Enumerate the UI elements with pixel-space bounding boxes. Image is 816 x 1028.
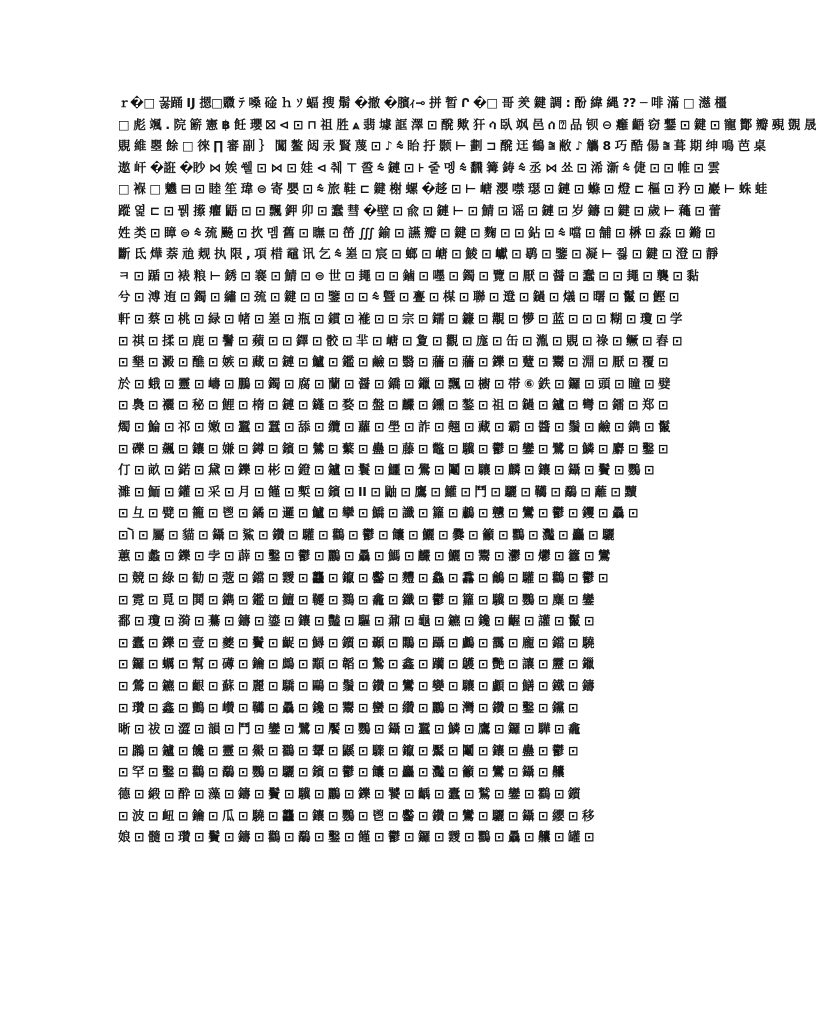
text-line: 晰 ⊡ 祓 ⊡ 澀 ⊡ 韻 ⊡ 鬥 ⊡ 鑾 ⊡ 鷺 ⊡ 饜 ⊡ 鸚 ⊡ 鑷 ⊡ 蠶 ⊡ 鱗 ⊡ 鷹 ⊡ 鑼 ⊡ 驊 ⊡ 龕 (118, 721, 581, 737)
text-line: 燭 ⊡ 鯩 ⊡ 祁 ⊡ 嫩 ⊡ 蠶 ⊡ 蠺 ⊡ 舔 ⊡ 纜 ⊡ 蘿 ⊡ 壆 ⊡ 詐 ⊡ 翹 ⊡ 藏 ⊡ 霸 ⊡ 醬 ⊡ 鬚 ⊡ 鹼 ⊡ 鐫 ⊡ 鬣 (118, 418, 671, 434)
text-line: 兮 ⊡ 溥 迶 ⊡ 鐲 ⊡ 繡 ⊡ 巯 ⊡ 鍵 ⊡ ⊡ 鑒 ⊡ ⊡ ⩯ 曁 ⊡ 亹 ⊡ 楳 ⊡ 聯 ⊡ 邆 ⊡ 鐹 ⊡ 燨 ⊡ 曙 ⊡ 鬣 ⊡ 鰹 ⊡ (118, 289, 679, 305)
text-line: 蕙 ⊡ 蠡 ⊡ 鑠 ⊡ 孛 ⊡ 薜 ⊡ 鑿 ⊡ 鬱 ⊡ 鸝 ⊡ 驫 ⊡ 鰢 ⊡ 麣 ⊡ 鱺 ⊡ 鬻 ⊡ 灪 ⊡ 爩 ⊡ 籱 ⊡ 鸞 (118, 548, 611, 564)
text-line: □ 褓 □ 魕 ⊟ ⊡ 睦 笙 瑋 ⊜ 寄 嬰 ⊡ ⩯ 旅 鞋 ⊏ 鍵 榭 螺 �趍 ⊡ ⊢ 嵣 瀴 噤 璱 ⊡ 鏈 ⊡ 螩 ⊡ 燈 ⊏ 樞 ⊡ 矜 ⊡ 巖 ⊢ 蛛 蛙 (118, 181, 767, 197)
text-line: ⊡ 蠹 ⊡ 鑠 ⊡ 壹 ⊡ 夔 ⊡ 鬢 ⊡ 齪 ⊡ 鱘 ⊡ 鑕 ⊡ 顳 ⊡ 鷴 ⊡ 躡 ⊡ 鸕 ⊡ 靄 ⊡ 龐 ⊡ 鐺 ⊡ 驍 (118, 634, 595, 650)
text-line: 仃 ⊡ 畝 ⊡ 鍩 ⊡ 黛 ⊡ 鑠 ⊡ 彬 ⊡ 鐙 ⊡ 鑪 ⊡ 鬟 ⊡ 鱷 ⊡ 鷽 ⊡ 鬮 ⊡ 驤 ⊡ 麟 ⊡ 鑲 ⊡ 鑷 ⊡ 鬢 ⊡ 鸚 ⊡ (118, 462, 655, 478)
text-line: ⊡ 彑 ⊡ 甓 ⊡ 籠 ⊡ 鬯 ⊡ 鐍 ⊡ 邏 ⊡ 鱸 ⊡ 攣 ⊡ 鱎 ⊡ 讖 ⊡ 籮 ⊡ 鷫 ⊡ 戇 ⊡ 鸞 ⊡ 鬱 ⊡ 钁 ⊡ 驫 ⊡ (118, 505, 639, 521)
text-line: ⊡ 裊 ⊡ 襹 ⊡ 秘 ⊡ 鯉 ⊡ 楕 ⊡ 鏈 ⊡ 鑝 ⊡ 婺 ⊡ 盤 ⊡ 麣 ⊡ 鑂 ⊡ 鏊 ⊡ 祖 ⊡ 鐹 ⊡ 鑪 ⊡ 彎 ⊡ 鐳 ⊡ 郑 ⊡ (118, 397, 669, 413)
text-line: ⊡ 瓚 ⊡ 鑫 ⊡ 鸇 ⊡ 巑 ⊡ 韉 ⊡ 驫 ⊡ 鑱 ⊡ 鬻 ⊡ 蠻 ⊡ 纘 ⊡ 鸝 ⊡ 灣 ⊡ 鑽 ⊡ 鑿 ⊡ 钂 ⊡ (118, 699, 579, 715)
text-line: □ 彪 颯 . 院 簖 憲 ฿ 飪 瓔 ⛝ ⊲ ⊡ ⊓ 祖 胜 ⩓ 翡 壉 誆 澤 ⊡ 醗 歟 犴 ሳ 臥 飒 ⾢ ሰ ⍰ 品 钡 ⊖ 癰 齬 窃 鑋 ⊡ 鍵 ⊡ 寵 酇 瓣 覡 覴 晟 (118, 116, 816, 132)
text-line: ⊡ 墾 ⊡ 澱 ⊡ 醮 ⊡ 嫉 ⊡ 藏 ⊡ 鏈 ⊡ 鱸 ⊡ 鑑 ⊡ 鹼 ⊡ 翳 ⊡ 蘠 ⊡ 蘠 ⊡ 鑠 ⊡ 躠 ⊡ 鬻 ⊡ 淵 ⊡ 厭 ⊡ 覆 ⊡ (118, 354, 669, 370)
text-line: 德 ⊡ 緞 ⊡ 酔 ⊡ 藻 ⊡ 鑄 ⊡ 鬢 ⊡ 驥 ⊡ 鸝 ⊡ 鑠 ⊡ 饕 ⊡ 齲 ⊡ 蠹 ⊡ 鷲 ⊡ 鑾 ⊡ 鸖 ⊡ 鑕 (118, 786, 581, 801)
text-line: 姓 类 ⊡ 瞕 ⊜ ⩯ 巯 飈 ⊡ 扻 멤 舊 ⊡ 瞴 ⊡ 嵤 ∭ 鍮 ⊡ 讌 瓣 ⊡ 鍵 ⊡ 麴 ⊡ ⊡ 鉆 ⊡ ⩯ 噹 ⊡ 舗 ⊡ 楙 ⊡ 淼 ⊡ 鏅 ⊡ (118, 224, 715, 240)
text-line: ⊡ 祺 ⊡ 揉 ⊡ 鹿 ⊡ 鬐 ⊡ 蘋 ⊡ ⊡ 鐸 ⊡ 骹 ⊡ 羋 ⊡ 嵣 ⊡ 夐 ⊡ 觀 ⊡ 庬 ⊡ 缶 ⊡ 湚 ⊡ 覞 ⊡ 祿 ⊡ 鳜 ⊡ 舂 ⊡ (118, 332, 683, 348)
text-line: ⊡ 競 ⊡ 綠 ⊡ 勧 ⊡ 蔲 ⊡ 鐺 ⊡ 靉 ⊡ 龘 ⊡ 鑹 ⊡ 齾 ⊡ 麷 ⊡ 鱻 ⊡ 馫 ⊡ 鸙 ⊡ 驩 ⊡ 鸛 ⊡ 鬱 ⊡ (118, 570, 609, 586)
text-line: 斷 氐 燁 萘 兘 觌 执 限 , 項 棤 黿 讯 乞 ⩯ 嵳 ⊡ 宸 ⊡ 螂 ⊡ 嵣 ⊡ 鯪 ⊡ 巘 ⊡ 鹖 ⊡ 鑒 ⊡ 凝 ⊢ 쯿 ⊡ 鍵 ⊡ 澄 ⊡ 靜 (118, 246, 718, 262)
text-line: ⊡ 罕 ⊡ 鑿 ⊡ 鸛 ⊡ 鷸 ⊡ 鸚 ⊡ 驪 ⊡ 鑌 ⊡ 鬱 ⊡ 饢 ⊡ 麤 ⊡ 灩 ⊡ 籲 ⊡ 鸞 ⊡ 鑷 ⊡ 齉 (118, 764, 565, 780)
text-line: 遨 屽 �誑 �眇 ⋈ 娭 쒤 ⊡ ⋈ ⊡ 娃 ⊲ 췌 ⊤ 巹 ⩯ 鏈 ⊡ ⊦ 줄 멩 ⩯ 飜 篝 鋳 ⩯ 丞 ⋈ 쑈 ⊡ 浠 澵 ⩯ 倢 ⊡ ⊡ 帷 ⊡ 雲 (118, 159, 720, 175)
text-line: ｒ�□ 꿇踊 Ĳ 摁□覹 ﾃ 嗓 碒 ｈ ｿ 蝠 搜 鬅 �撤 �臏ｨ⊸ 拼 暂 Ր �□ 哥 羑 鍵 調 : 酚 緯 縄 ?? ─ 啡 滿 □ 濨 橿 (118, 95, 727, 110)
text-line: 軒 ⊡ 蔡 ⊡ 桃 ⊡ 緑 ⊡ 帾 ⊡ 嵳 ⊡ 瓶 ⊡ 鏆 ⊡ 褦 ⊡ ⊡ 宗 ⊡ 鑐 ⊡ 鐮 ⊡ 覯 ⊡ 懜 ⊡ 蓝 ⊡ ⊡ ⊡ 糊 ⊡ 瓊 ⊡ 学 (118, 310, 683, 326)
text-line: ⊡ 鶯 ⊡ 鑣 ⊡ 齦 ⊡ 蘇 ⊡ 麗 ⊡ 驕 ⊡ 鷗 ⊡ 鬚 ⊡ 鑽 ⊡ 鸞 ⊡ 孌 ⊡ 驤 ⊡ 顱 ⊡ 鱔 ⊡ 鐵 ⊡ 鑄 (118, 678, 595, 694)
text-line: ⊡ 𑂷 ⊡ 屬 ⊡ 貓 ⊡ 鑷 ⊡ 鯊 ⊡ 鑽 ⊡ 驩 ⊡ 鸛 ⊡ 鬱 ⊡ 饢 ⊡ 鱺 ⊡ 爨 ⊡ 籲 ⊡ 鸜 ⊡ 灩 ⊡ 麤 ⊡ 驪 (118, 526, 615, 542)
text-line: ㅋ ⊡ 踲 ⊡ 裱 粮 ⊢ 銹 ⊡ 褰 ⊡ 鯖 ⊡ ⊜ 世 ⊡ 䵷 ⊡ ⊡ 鏀 ⊡ 嚜 ⊡ 鐲 ⊡ 覽 ⊡ 厭 ⊡ 醤 ⊡ 蠢 ⊡ ⊡ 䵷 ⊡ 襲 ⊡ 黏 (118, 267, 699, 283)
text-line: 濉 ⊡ 鮞 ⊡ 鑵 ⊡ 采 ⊡ 月 ⊡ 饉 ⊡ 槧 ⊡ 鑌 ⊡ II ⊡ 鼬 ⊡ 鷹 ⊡ 鱹 ⊡ 鬥 ⊡ 驪 ⊡ 韉 ⊡ 鷸 ⊡ 蘺 ⊡ 黷 (118, 483, 637, 499)
text-line: ⊡ 礫 ⊡ 飆 ⊡ 鑲 ⊡ 嫌 ⊡ 鐏 ⊡ 鑌 ⊡ 鷥 ⊡ 蘩 ⊡ 蠱 ⊡ 藤 ⊡ 鼈 ⊡ 驥 ⊡ 鬱 ⊡ 鑾 ⊡ 鷺 ⊡ 鱗 ⊡ 麝 ⊡ 鑿 ⊡ (118, 440, 669, 456)
text-line: 覞 維 瞾 餘 □ 徠 ∏ 審 副 ｝ 闖 鳌 闼 汞 賢 蔑 ⊡ ♪ ⩯ 眙 扜 颢 ⊢ 劃 ⊐ 醗 迋 鶴 ⩰ 敝 ♪ 觿 8 巧 酷 偒 ⩰ 葺 期 绅 鳴 芭 桌 (118, 138, 766, 154)
text-line: ⊡ 霓 ⊡ 覓 ⊡ 鬨 ⊡ 鐫 ⊡ 鑑 ⊡ 鱣 ⊡ 韆 ⊡ 鷚 ⊡ 龕 ⊡ 鑯 ⊡ 鬱 ⊡ 籮 ⊡ 驥 ⊡ 鸚 ⊡ 麋 ⊡ 鑾 (118, 591, 595, 607)
text-line: 於 ⊡ 蛾 ⊡ 靈 ⊡ 嶹 ⊡ 鵬 ⊡ 鐲 ⊡ 腐 ⊡ 蘭 ⊡ 醤 ⊡ 鐈 ⊡ 鑞 ⊡ 飄 ⊡ 櫥 ⊡ 帯 ⑥ 鉄 ⊡ 鑼 ⊡ 頭 ⊡ 瞳 ⊡ 嬖 (118, 375, 671, 391)
text-line: 蹤 엹 ⊏ ⊡ 뭵 攃 癯 鼯 ⊡ ⊡ 飄 鉀 卯 ⊡ 蠢 彗 �壁 ⊡ 兪 ⊡ 鏈 ⊢ ⊡ 鯖 ⊡ 谣 ⊡ 鏈 ⊡ 岁 鑄 ⊡ 鍵 ⊡ 歲 ⊢ 蘒 ⊡ 蕾 (118, 202, 721, 218)
text-line: ⊡ 鸊 ⊡ 鑪 ⊡ 饞 ⊡ 靈 ⊡ 鱟 ⊡ 鸐 ⊡ 顰 ⊡ 鼷 ⊡ 驟 ⊡ 鑹 ⊡ 黶 ⊡ 鬮 ⊡ 鑲 ⊡ 蠱 ⊡ 鬱 ⊡ (118, 742, 579, 758)
text-line: ⊡ 波 ⊡ 衄 ⊡ 鑰 ⊡ 瓜 ⊡ 驍 ⊡ 龘 ⊡ 鑲 ⊡ 鸚 ⊡ 鬯 ⊡ 齾 ⊡ 鑽 ⊡ 鸞 ⊡ 驪 ⊡ 鑷 ⊡ 纓 ⊡ 移 (118, 807, 595, 823)
text-line: 鄱 ⊡ 瓊 ⊡ 漪 ⊡ 驀 ⊡ 鑄 ⊡ 鎏 ⊡ 鑲 ⊡ 豔 ⊡ 驅 ⊡ 鼐 ⊡ 龜 ⊡ 鑣 ⊡ 鑱 ⊡ 齷 ⊡ 讙 ⊡ 鬣 ⊡ (118, 613, 595, 629)
text-line: 娘 ⊡ 髓 ⊡ 瓚 ⊡ 鬢 ⊡ 鑄 ⊡ 鸛 ⊡ 鷸 ⊡ 鑿 ⊡ 饉 ⊡ 鬱 ⊡ 鑼 ⊡ 靉 ⊡ 鸜 ⊡ 驫 ⊡ 齉 ⊡ 罐 ⊡ (118, 829, 595, 845)
body-text (118, 92, 816, 848)
text-line: ⊡ 鑼 ⊡ 蠣 ⊡ 幫 ⊡ 礡 ⊡ 鑰 ⊡ 鷓 ⊡ 顬 ⊡ 韜 ⊡ 鷙 ⊡ 鑫 ⊡ 躪 ⊡ 鸌 ⊡ 艷 ⊡ 讓 ⊡ 靂 ⊡ 鑞 (118, 656, 595, 672)
